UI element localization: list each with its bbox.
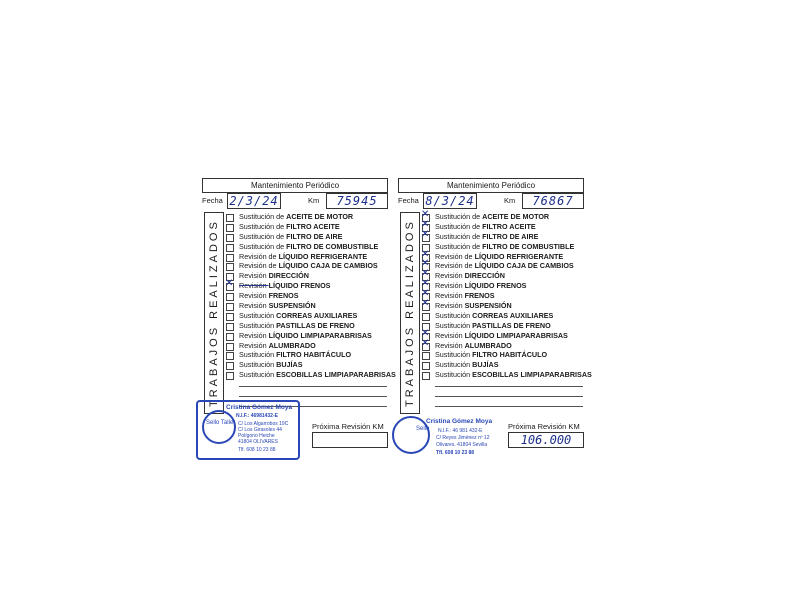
- checklist-item-label: [435, 281, 526, 291]
- stamp-line: Olivares. 41804 Sevilla: [436, 442, 488, 448]
- item-name: ALUMBRADO: [268, 340, 316, 350]
- checklist-item-label: [239, 212, 353, 222]
- item-prefix: Sustitución: [435, 370, 473, 380]
- checkbox[interactable]: [422, 234, 430, 242]
- item-prefix: Sustitución de: [239, 221, 287, 231]
- checklist-item: [224, 242, 388, 252]
- stamp-line: Tlf. 608 10 23 88: [238, 447, 276, 453]
- checklist-item: [420, 212, 584, 222]
- item-prefix: Revisión de: [435, 261, 475, 271]
- checkbox[interactable]: [422, 362, 430, 370]
- checkbox[interactable]: [226, 244, 234, 252]
- fecha-label: Fecha: [398, 196, 419, 205]
- item-name: ACEITE DE MOTOR: [286, 212, 354, 221]
- checklist-item: [224, 360, 388, 370]
- blank-line: [435, 406, 583, 407]
- checklist: [224, 212, 396, 380]
- stamp-line: C/ Los Algarrobos 19C: [238, 421, 289, 427]
- item-prefix: Revisión: [239, 271, 269, 281]
- item-name: FILTRO DE AIRE: [482, 231, 539, 241]
- item-prefix: Sustitución: [435, 360, 473, 370]
- stamp-line: Polígono Heiche: [238, 433, 275, 439]
- checkbox[interactable]: [226, 333, 234, 341]
- checklist-item-label: [239, 252, 367, 262]
- checkbox[interactable]: [226, 372, 234, 380]
- checklist-item: [224, 252, 388, 262]
- checklist-item: [420, 331, 584, 341]
- workshop-stamp: [196, 400, 300, 460]
- item-name: DIRECCIÓN: [268, 271, 309, 281]
- item-name: CORREAS AUXILIARES: [276, 310, 358, 320]
- fecha-value: 8/3/24: [423, 193, 477, 209]
- item-prefix: Sustitución: [239, 310, 277, 320]
- checklist: [420, 212, 592, 380]
- item-name: ALUMBRADO: [464, 340, 512, 350]
- checklist-item-label: [239, 261, 378, 271]
- stamp-name: Cristina Gómez Moya: [226, 404, 293, 411]
- checklist-item-label: [239, 242, 378, 252]
- checklist-item: [224, 331, 388, 341]
- stamp-line: C/ Los Girasoles 44: [238, 427, 282, 433]
- card-header: Mantenimiento Periódico: [202, 178, 388, 193]
- checklist-item-label: [239, 321, 355, 331]
- stamp-logo-icon: [392, 416, 430, 454]
- item-prefix: Revisión: [435, 340, 465, 350]
- stamp-sello: Sello: [416, 426, 430, 432]
- checklist-item: [224, 222, 388, 232]
- checklist-item: [224, 311, 388, 321]
- item-prefix: Sustitución de: [435, 231, 483, 241]
- item-name: LÍQUIDO REFRIGERANTE: [474, 251, 564, 261]
- checkbox[interactable]: [226, 214, 234, 222]
- checklist-item: [420, 350, 584, 360]
- checklist-item: [224, 370, 396, 380]
- checklist-item: [420, 301, 584, 311]
- checklist-item: [224, 212, 388, 222]
- item-name: FILTRO DE AIRE: [286, 231, 343, 241]
- checkbox[interactable]: [226, 343, 234, 351]
- checklist-item: [420, 232, 584, 242]
- stamp-logo-icon: [202, 410, 236, 444]
- item-name: ESCOBILLAS LIMPIAPARABRISAS: [276, 370, 396, 380]
- item-prefix: Revisión de: [239, 261, 279, 271]
- checklist-item-label: [435, 261, 574, 271]
- item-prefix: Revisión: [239, 340, 269, 350]
- item-prefix: Sustitución: [239, 320, 277, 330]
- checkbox[interactable]: [226, 303, 234, 311]
- km-label: Km: [504, 196, 516, 205]
- checkbox[interactable]: [226, 254, 234, 262]
- item-name: FRENOS: [464, 291, 495, 301]
- checklist-item-label: [239, 232, 342, 242]
- checklist-item: [420, 252, 584, 262]
- checklist-item: [224, 301, 388, 311]
- item-name: FRENOS: [268, 291, 299, 301]
- stamp-nif: N.I.F.: 46981432-E: [236, 413, 278, 419]
- item-name: LÍQUIDO LIMPIAPARABRISAS: [268, 330, 372, 340]
- checklist-item-label: [239, 222, 340, 232]
- item-name: LÍQUIDO FRENOS: [268, 281, 331, 291]
- checklist-item: [224, 261, 388, 271]
- item-prefix: Revisión: [435, 291, 465, 301]
- checklist-item: [420, 222, 584, 232]
- stamp-nif: N.I.F.: 46 981 432-E: [438, 428, 483, 434]
- item-prefix: Sustitución: [435, 320, 473, 330]
- checklist-item: [420, 370, 592, 380]
- item-prefix: Revisión: [239, 301, 269, 311]
- item-name: LÍQUIDO CAJA DE CAMBIOS: [474, 261, 574, 271]
- checkbox[interactable]: [226, 263, 234, 271]
- checkbox[interactable]: [226, 313, 234, 321]
- checkbox[interactable]: [226, 352, 234, 360]
- item-name: PASTILLAS DE FRENO: [472, 320, 551, 330]
- checklist-item-label: [239, 331, 372, 341]
- checkbox[interactable]: [226, 283, 234, 291]
- checklist-item-label: [435, 360, 499, 370]
- maintenance-card-left: [202, 178, 396, 458]
- item-prefix: Revisión: [239, 291, 269, 301]
- checklist-item: [224, 232, 388, 242]
- card-header: Mantenimiento Periódico: [398, 178, 584, 193]
- checkbox[interactable]: [226, 234, 234, 242]
- checklist-item: [420, 291, 584, 301]
- checklist-item: [420, 242, 584, 252]
- fecha-value: 2/3/24: [227, 193, 281, 209]
- item-prefix: Sustitución de: [435, 221, 483, 231]
- blank-line: [435, 396, 583, 397]
- checklist-item: [420, 341, 584, 351]
- checklist-item: [420, 321, 584, 331]
- stamp-name: Cristina Gómez Moya: [426, 418, 493, 425]
- stamp-line: C/ Reyes Jiménez nº 12: [436, 435, 490, 441]
- item-name: BUJÍAS: [472, 360, 499, 370]
- item-prefix: Sustitución de: [435, 212, 483, 221]
- checklist-item: [224, 271, 388, 281]
- item-name: LÍQUIDO REFRIGERANTE: [278, 251, 368, 261]
- item-prefix: Revisión: [239, 281, 269, 291]
- checkbox[interactable]: [226, 323, 234, 331]
- checklist-item-label: [435, 291, 495, 301]
- item-prefix: Revisión: [435, 271, 465, 281]
- item-prefix: Sustitución: [239, 370, 277, 380]
- checklist-item-label: [239, 341, 316, 351]
- km-label: Km: [308, 196, 320, 205]
- checklist-item-label: [435, 311, 553, 321]
- checklist-item-label: [435, 232, 538, 242]
- checkbox[interactable]: [422, 372, 430, 380]
- blank-line: [239, 386, 387, 387]
- checklist-item: [224, 281, 388, 291]
- item-name: FILTRO ACEITE: [482, 221, 536, 231]
- checklist-item-label: [435, 271, 505, 281]
- checklist-item-label: [435, 301, 512, 311]
- checklist-item-label: [239, 370, 396, 380]
- proxima-revision-value: 106.000: [508, 432, 584, 448]
- item-name: SUSPENSIÓN: [464, 301, 512, 311]
- item-name: CORREAS AUXILIARES: [472, 310, 554, 320]
- checklist-item-label: [239, 281, 330, 291]
- km-value: 76867: [522, 193, 584, 209]
- fecha-label: Fecha: [202, 196, 223, 205]
- workshop-stamp: [392, 412, 500, 458]
- checklist-item-label: [239, 350, 351, 360]
- stamp-line: Tfl. 608 10 23 88: [436, 450, 475, 456]
- checklist-item-label: [435, 252, 563, 262]
- item-prefix: Revisión: [435, 301, 465, 311]
- km-value: 75945: [326, 193, 388, 209]
- checkbox[interactable]: [226, 293, 234, 301]
- checkbox[interactable]: [226, 362, 234, 370]
- item-prefix: Sustitución de: [239, 241, 287, 251]
- checklist-item-label: [435, 212, 549, 222]
- checkbox[interactable]: [422, 352, 430, 360]
- item-name: FILTRO DE COMBUSTIBLE: [286, 241, 379, 251]
- item-name: DIRECCIÓN: [464, 271, 505, 281]
- item-prefix: Sustitución de: [435, 241, 483, 251]
- blank-line: [435, 386, 583, 387]
- checklist-item: [420, 271, 584, 281]
- item-name: ESCOBILLAS LIMPIAPARABRISAS: [472, 370, 592, 380]
- checklist-item-label: [239, 301, 316, 311]
- item-prefix: Revisión: [435, 281, 465, 291]
- checklist-item-label: [435, 370, 592, 380]
- checklist-item: [224, 321, 388, 331]
- item-prefix: Revisión de: [435, 251, 475, 261]
- item-name: PASTILLAS DE FRENO: [276, 320, 355, 330]
- item-name: LÍQUIDO CAJA DE CAMBIOS: [278, 261, 378, 271]
- item-prefix: Sustitución: [435, 310, 473, 320]
- item-name: FILTRO DE COMBUSTIBLE: [482, 241, 575, 251]
- item-prefix: Sustitución de: [239, 212, 287, 221]
- checklist-item: [224, 341, 388, 351]
- stamp-sello: Sello Taller: [206, 420, 236, 426]
- checklist-item: [420, 360, 584, 370]
- checkbox[interactable]: [226, 224, 234, 232]
- checklist-item-label: [435, 341, 512, 351]
- proxima-revision-label: Próxima Revisión KM: [508, 422, 580, 431]
- item-prefix: Sustitución de: [239, 231, 287, 241]
- item-name: ACEITE DE MOTOR: [482, 212, 550, 221]
- item-name: SUSPENSIÓN: [268, 301, 316, 311]
- checkbox[interactable]: [422, 313, 430, 321]
- checkbox[interactable]: [422, 303, 430, 311]
- item-name: FILTRO ACEITE: [286, 221, 340, 231]
- blank-line: [239, 396, 387, 397]
- checklist-item-label: [435, 321, 551, 331]
- item-name: BUJÍAS: [276, 360, 303, 370]
- checklist-item-label: [239, 271, 309, 281]
- item-prefix: Revisión: [435, 330, 465, 340]
- checklist-item-label: [435, 242, 574, 252]
- item-prefix: Revisión de: [239, 251, 279, 261]
- maintenance-card-right: [398, 178, 592, 458]
- item-name: FILTRO HABITÁCULO: [472, 350, 548, 360]
- checklist-item: [420, 261, 584, 271]
- proxima-revision-value: [312, 432, 388, 448]
- checklist-item-label: [239, 360, 303, 370]
- checkbox[interactable]: [422, 343, 430, 351]
- stamp-line: 41804 OLIVARES: [238, 439, 278, 445]
- item-prefix: Sustitución: [239, 350, 277, 360]
- item-prefix: Sustitución: [435, 350, 473, 360]
- item-prefix: Sustitución: [239, 360, 277, 370]
- checklist-item-label: [239, 291, 299, 301]
- checklist-item: [224, 291, 388, 301]
- item-name: LÍQUIDO FRENOS: [464, 281, 527, 291]
- checklist-item-label: [435, 350, 547, 360]
- item-name: FILTRO HABITÁCULO: [276, 350, 352, 360]
- proxima-revision-label: Próxima Revisión KM: [312, 422, 384, 431]
- checklist-item: [420, 311, 584, 321]
- checklist-item: [420, 281, 584, 291]
- checklist-item-label: [435, 331, 568, 341]
- vertical-title: TRABAJOS REALIZADOS: [400, 212, 420, 414]
- checklist-item: [224, 350, 388, 360]
- item-name: LÍQUIDO LIMPIAPARABRISAS: [464, 330, 568, 340]
- vertical-title: TRABAJOS REALIZADOS: [204, 212, 224, 414]
- item-prefix: Revisión: [239, 330, 269, 340]
- checklist-item-label: [435, 222, 536, 232]
- checklist-item-label: [239, 311, 357, 321]
